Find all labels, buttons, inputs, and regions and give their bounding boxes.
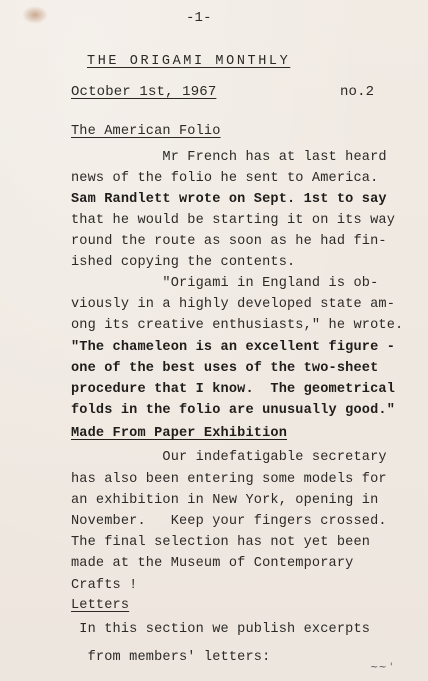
issue-number: no.2 bbox=[340, 84, 375, 100]
paragraph-line: Crafts ! bbox=[71, 578, 138, 593]
section-heading-letters: Letters bbox=[71, 598, 130, 613]
paragraph-line: news of the folio he sent to America. bbox=[71, 171, 379, 186]
paragraph-line: The final selection has not yet been bbox=[71, 535, 371, 550]
paragraph-line: has also been entering some models for bbox=[71, 472, 387, 487]
paragraph-line: Sam Randlett wrote on Sept. 1st to say bbox=[71, 192, 387, 207]
paragraph-line: ished copying the contents. bbox=[71, 255, 296, 270]
paragraph-line: "Origami in England is ob- bbox=[71, 276, 379, 291]
paragraph-line: an exhibition in New York, opening in bbox=[71, 493, 379, 508]
pencil-scribble: ~~ ' bbox=[370, 662, 393, 673]
paragraph-line: November. Keep your fingers crossed. bbox=[71, 514, 387, 529]
paragraph-line: made at the Museum of Contemporary bbox=[71, 556, 354, 571]
paragraph-line: that he would be starting it on its way bbox=[71, 213, 395, 228]
paragraph-line: folds in the folio are unusually good." bbox=[71, 403, 395, 418]
issue-date: October 1st, 1967 bbox=[71, 84, 217, 100]
masthead-title: THE ORIGAMI MONTHLY bbox=[87, 54, 291, 69]
paragraph-line: Our indefatigable secretary bbox=[71, 450, 387, 465]
paragraph-line: "The chameleon is an excellent figure - bbox=[71, 340, 395, 355]
paragraph-line: In this section we publish excerpts bbox=[71, 622, 371, 637]
paragraph-line: one of the best uses of the two-sheet bbox=[71, 361, 379, 376]
paragraph-line: round the route as soon as he had fin- bbox=[71, 234, 387, 249]
paragraph-line: viously in a highly developed state am- bbox=[71, 297, 395, 312]
paragraph-line: procedure that I know. The geometrical bbox=[71, 382, 395, 397]
paragraph-line: ong its creative enthusiasts," he wrote. bbox=[71, 318, 404, 333]
section-heading-american-folio: The American Folio bbox=[71, 124, 221, 139]
paragraph-line: from members' letters: bbox=[71, 650, 271, 665]
page-number: -1- bbox=[186, 10, 212, 26]
section-heading-exhibition: Made From Paper Exhibition bbox=[71, 426, 287, 441]
ink-stain bbox=[22, 6, 48, 24]
paragraph-line: Mr French has at last heard bbox=[71, 150, 387, 165]
